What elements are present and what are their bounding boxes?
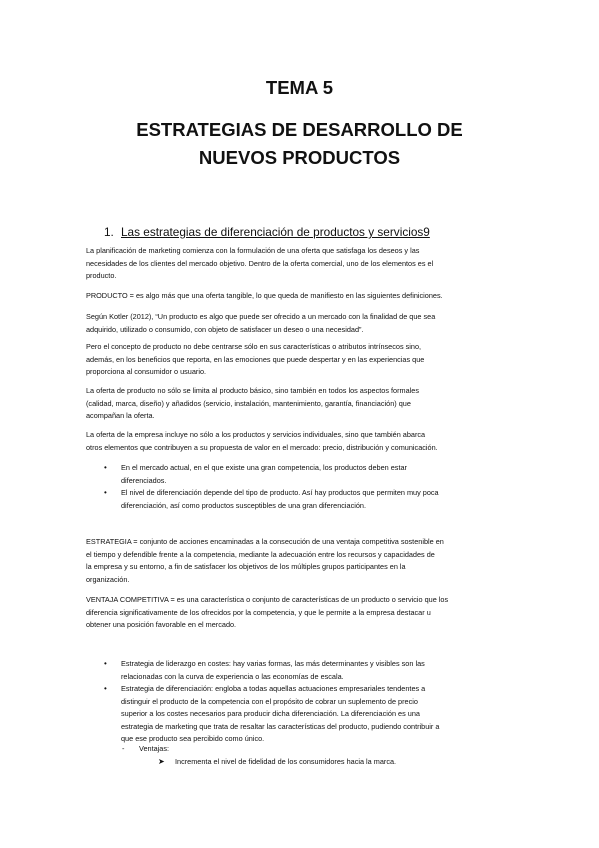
- bullet-line: Estrategia de diferenciación: engloba a todas aquellas actuaciones empresariales tendentes a: [121, 684, 426, 693]
- paragraph-planificacion: [86, 245, 526, 283]
- paragraph-oferta-empresa: [86, 429, 526, 454]
- paragraph-line: Pero el concepto de producto no debe centrarse sólo en sus características o atributos intrínsecos sino,: [86, 342, 422, 351]
- bullet-line: relacionadas con la curva de experiencia o las economías de escala.: [121, 671, 344, 681]
- paragraph-line: PRODUCTO = es algo más que una oferta tangible, lo que queda de manifiesto en las siguientes definiciones.: [86, 291, 443, 300]
- paragraph-oferta-producto: [86, 385, 526, 423]
- title-line: ESTRATEGIAS DE DESARROLLO DE: [136, 119, 463, 140]
- dash-marker: -: [122, 744, 125, 753]
- paragraph-line: Según Kotler (2012), “Un producto es algo que puede ser ofrecido a un mercado con la finalidad de que sea: [86, 312, 436, 321]
- arrow-item-text: Incrementa el nivel de fidelidad de los consumidores hacia la marca.: [175, 757, 397, 766]
- bullet-line: que ese producto sea percibido como único.: [121, 734, 265, 743]
- paragraph-line: organización.: [86, 574, 130, 584]
- bullet-icon: •: [104, 684, 107, 693]
- bullet-icon: •: [104, 463, 107, 472]
- paragraph-line: proporciona al consumidor o usuario.: [86, 367, 207, 376]
- document-title: [0, 116, 599, 172]
- paragraph-line: La planificación de marketing comienza con la formulación de una oferta que satisfaga los deseos y las: [86, 246, 420, 255]
- paragraph-line: acompañan la oferta.: [86, 411, 155, 420]
- paragraph-line: necesidades de los clientes del mercado objetivo. Dentro de la oferta comercial, uno de los elementos es el: [86, 258, 434, 268]
- paragraph-line: (calidad, marca, diseño) y añadidos (servicio, instalación, mantenimiento, garantía, financiación) que: [86, 398, 411, 408]
- paragraph-line: la empresa y su entorno, a fin de satisfacer los objetivos de los múltiples grupos participantes en la: [86, 562, 406, 571]
- paragraph-line: el tiempo y defendible frente a la competencia, mediante la adecuación entre los recursos y capacidades de: [86, 549, 435, 559]
- bullet-line: superior a los costes necesarios para producir dicha diferenciación. La diferenciación es una: [121, 709, 420, 718]
- bullet-line: El nivel de diferenciación depende del tipo de producto. Así hay productos que permiten muy poca: [121, 488, 439, 497]
- paragraph-line: otros elementos que contribuyen a su propuesta de valor en el mercado: precio, distribución y comunicación.: [86, 442, 438, 452]
- bullet-line: diferenciados.: [121, 475, 167, 485]
- section-heading: [104, 225, 430, 239]
- paragraph-concepto: [86, 341, 526, 379]
- paragraph-ventaja-competitiva: [86, 594, 526, 632]
- bullet-line: En el mercado actual, en el que existe una gran competencia, los productos deben estar: [121, 463, 407, 472]
- paragraph-line: La oferta de la empresa incluye no sólo a los productos y servicios individuales, sino que también abarca: [86, 430, 426, 439]
- bullet-icon: •: [104, 488, 107, 497]
- bullet-line: diferenciación, así como productos susceptibles de una gran diferenciación.: [121, 500, 366, 510]
- section-number: 1.: [104, 225, 114, 239]
- bullet-line: estrategia de marketing que trata de resaltar las características del producto, pudiendo contribuir a: [121, 721, 440, 731]
- arrow-bullet-icon: ➤: [158, 757, 165, 766]
- section-title: Las estrategias de diferenciación de productos y servicios9: [121, 225, 430, 239]
- paragraph-line: diferencia significativamente de los ofrecidos por la competencia, y que le permite a la empresa destacar u: [86, 607, 431, 617]
- paragraph-line: obtener una posición favorable en el mercado.: [86, 620, 237, 629]
- paragraph-line: VENTAJA COMPETITIVA = es una característica o conjunto de características de un producto o servicio que los: [86, 595, 449, 604]
- title-line: NUEVOS PRODUCTOS: [198, 147, 401, 168]
- paragraph-line: ESTRATEGIA = conjunto de acciones encaminadas a la consecución de una ventaja competitiva sostenible en: [86, 537, 444, 546]
- bullet-line: Estrategia de liderazgo en costes: hay varias formas, las más determinantes y visibles son las: [121, 659, 425, 668]
- paragraph-kotler: [86, 311, 526, 336]
- paragraph-line: producto.: [86, 271, 117, 280]
- paragraph-estrategia: [86, 536, 526, 586]
- tema-heading: TEMA 5: [265, 77, 334, 98]
- bullet-line: distinguir el producto de la competencia con el propósito de cobrar un suplemento de precio: [121, 696, 418, 706]
- paragraph-line: adquirido, utilizado o consumido, con objeto de satisfacer un deseo o una necesidad”.: [86, 324, 364, 334]
- sublist-ventajas: [122, 743, 169, 755]
- paragraph-line: La oferta de producto no sólo se limita al producto básico, sino también en todos los aspectos formales: [86, 386, 420, 395]
- sublist-label: Ventajas:: [139, 744, 170, 753]
- paragraph-producto-def: [86, 290, 526, 303]
- bullet-icon: •: [104, 659, 107, 668]
- paragraph-line: además, en los beneficios que reporta, en las emociones que puede despertar y en las experiencias que: [86, 354, 425, 364]
- arrow-list-item: [158, 756, 396, 768]
